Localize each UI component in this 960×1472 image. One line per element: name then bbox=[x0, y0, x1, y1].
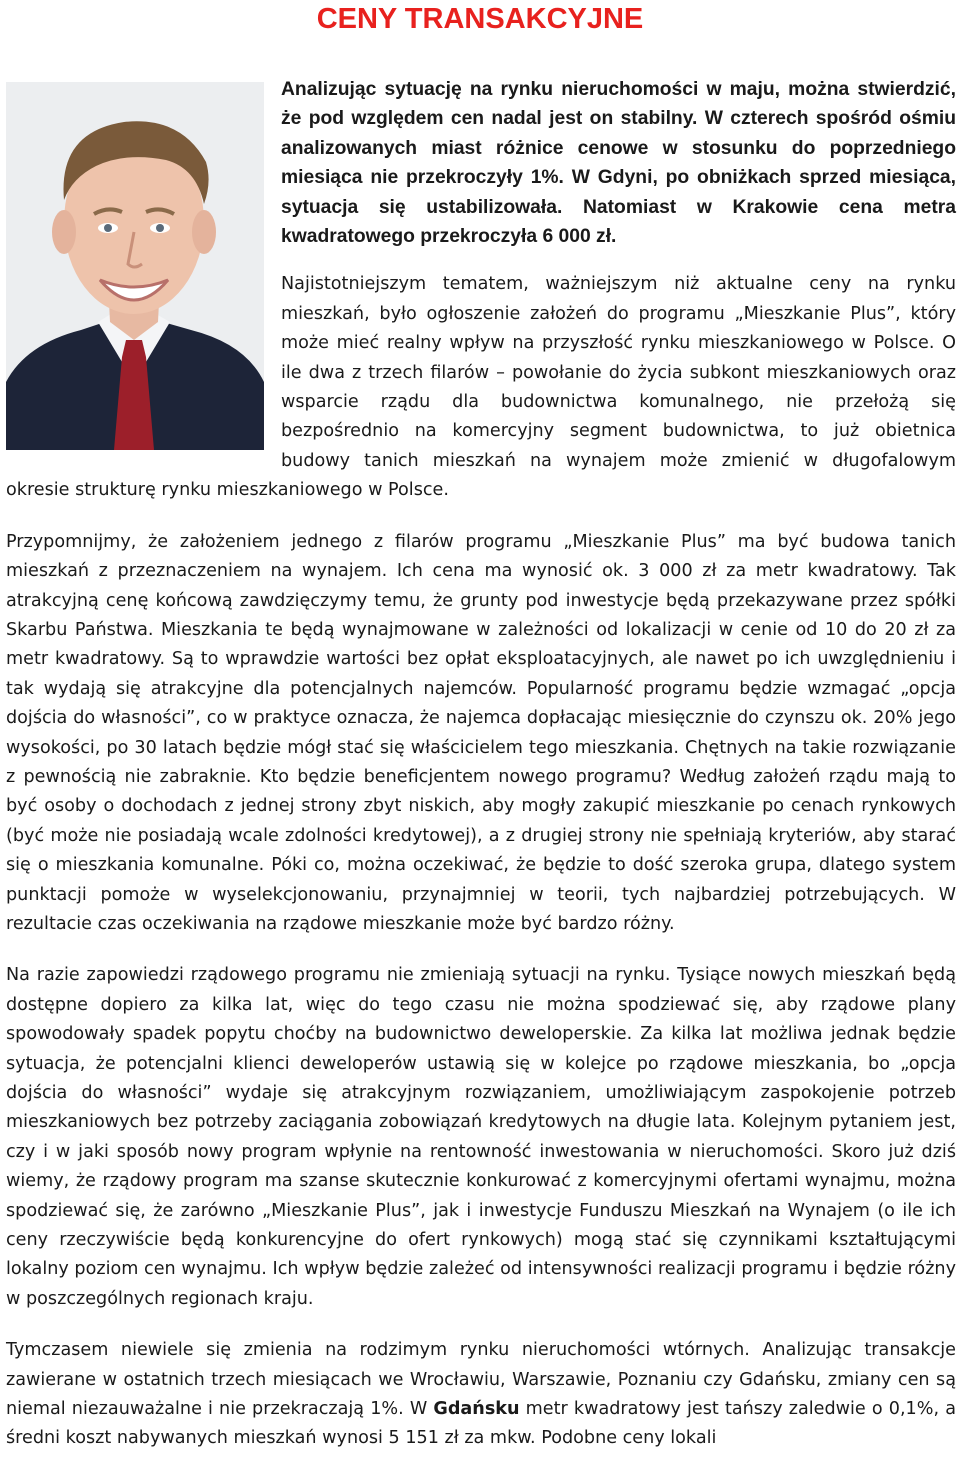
paragraph-4-text-a: Tymczasem niewiele się zmienia na rodzimym rynku nieruchomości wtórnych. Analizując transakcje zawierane w ostatnich trzech miesiącach we Wrocławiu, Warszawie, Poznaniu czy Gdańsku, zmiany cen są niemal niezauważalne i nie przekraczają 1%. W bbox=[6, 1340, 956, 1420]
article-body bbox=[6, 75, 956, 1454]
portrait-photo bbox=[6, 82, 264, 450]
portrait-icon bbox=[6, 82, 264, 450]
paragraph-4-bold: Gdańsku bbox=[433, 1399, 520, 1420]
paragraph-4 bbox=[6, 1336, 956, 1454]
page-title: CENY TRANSAKCYJNE bbox=[316, 3, 644, 35]
lead-paragraph: Analizując sytuację na rynku nieruchomości w maju, można stwierdzić, że pod względem cen nadal jest on stabilny. W czterech spośród ośmiu analizowanych miast różnice cenowe w stosunku do poprzedniego miesiąca nie przekroczyły 1%. W Gdyni, po obniżkach sprzed miesiąca, sytuacja się ustabilizowała. Natomiast w Krakowie cena metra kwadratowego przekroczyła 6 000 zł. bbox=[281, 79, 956, 248]
paragraph-3: Na razie zapowiedzi rządowego programu nie zmieniają sytuacji na rynku. Tysiące nowych mieszkań będą dostępne dopiero za kilka lat, więc do tego czasu nie można spodziewać się, aby rządowe plany spowodowały spadek popytu choćby na budownictwo deweloperskie. Za kilka lat możliwa jednak będzie sytuacja, że potencjalni klienci deweloperów ustawią się w kolejce po rządowe mieszkania, bo „opcja dojścia do własności” wydaje się atrakcyjnym rozwiązaniem, umożliwiającym zaspokojenie potrzeb mieszkaniowych bez potrzeby zaciągania zobowiązań kredytowych na długie lata. Kolejnym pytaniem jest, czy i w jaki sposób nowy program wpłynie na rentowność inwestowania w nieruchomości. Skoro już dziś wiemy, że rządowy program ma szanse skutecznie konkurować z komercyjnymi ofertami wynajmu, można spodziewać się, że zarówno „Mieszkanie Plus”, jak i inwestycje Funduszu Mieszkań na Wynajem (o ile ich ceny rzeczywiście będą konkurencyjne do ofert rynkowych) mogą stać się czynnikami kształtującymi lokalny poziom cen wynajmu. Ich wpływ będzie zależeć od intensywności realizacji programu i będzie różny w poszczególnych regionach kraju. bbox=[6, 965, 956, 1309]
paragraph-4-text-b: metr kwadratowy jest tańszy zaledwie o 0,1%, a średni koszt nabywanych mieszkań wynosi 5 151 zł za mkw. Podobne ceny lokali bbox=[6, 1399, 956, 1449]
paragraph-2: Przypomnijmy, że założeniem jednego z filarów programu „Mieszkanie Plus” ma być budowa tanich mieszkań z przeznaczeniem na wynajem. Ich cena ma wynosić ok. 3 000 zł za metr kwadratowy. Tak atrakcyjną cenę końcową zawdzięczymy temu, że grunty pod inwestycje będą przekazywane przez spółki Skarbu Państwa. Mieszkania te będą wynajmowane w zależności od lokalizacji w cenie od 10 do 20 zł za metr kwadratowy. Są to wprawdzie wartości bez opłat eksploatacyjnych, ale nawet po ich uwzględnieniu i tak wydają się atrakcyjne dla potencjalnych najemców. Popularność programu będzie wzmagać „opcja dojścia do własności”, co w praktyce oznacza, że najemca dopłacając miesięcznie do czynszu ok. 20% jego wysokości, po 30 latach będzie mógł stać się właścicielem tego mieszkania. Chętnych na takie rozwiązanie z pewnością nie zabraknie. Kto będzie beneficjentem nowego programu? Według założeń rządu mają to być osoby o dochodach z jednej strony zbyt niskich, aby mogły zakupić mieszkanie po cenach rynkowych (być może nie posiadają wcale zdolności kredytowej), a z drugiej strony nie spełniają kryteriów, aby starać się o mieszkania komunalne. Póki co, można oczekiwać, że będzie to dość szeroka grupa, dlatego system punktacji pomoże w wyselekcjonowaniu, przynajmniej w teorii, tych najbardziej potrzebujących. W rezultacie czas oczekiwania na rządowe mieszkanie może być bardzo różny. bbox=[6, 531, 956, 934]
paragraph-1: Najistotniejszym tematem, ważniejszym niż aktualne ceny na rynku mieszkań, było ogłoszenie założeń do programu „Mieszkanie Plus”, który może mieć realny wpływ na przyszłość rynku mieszkaniowego w Polsce. O ile dwa z trzech filarów – powołanie do życia subkont mieszkaniowych oraz wsparcie rządu dla budownictwa komunalnego, nie przełożą się bezpośrednio na komercyjny segment budownictwa, to już obietnica budowy tanich mieszkań na wynajem może zmienić w długofalowym okresie strukturę rynku mieszkaniowego w Polsce. bbox=[6, 274, 956, 501]
